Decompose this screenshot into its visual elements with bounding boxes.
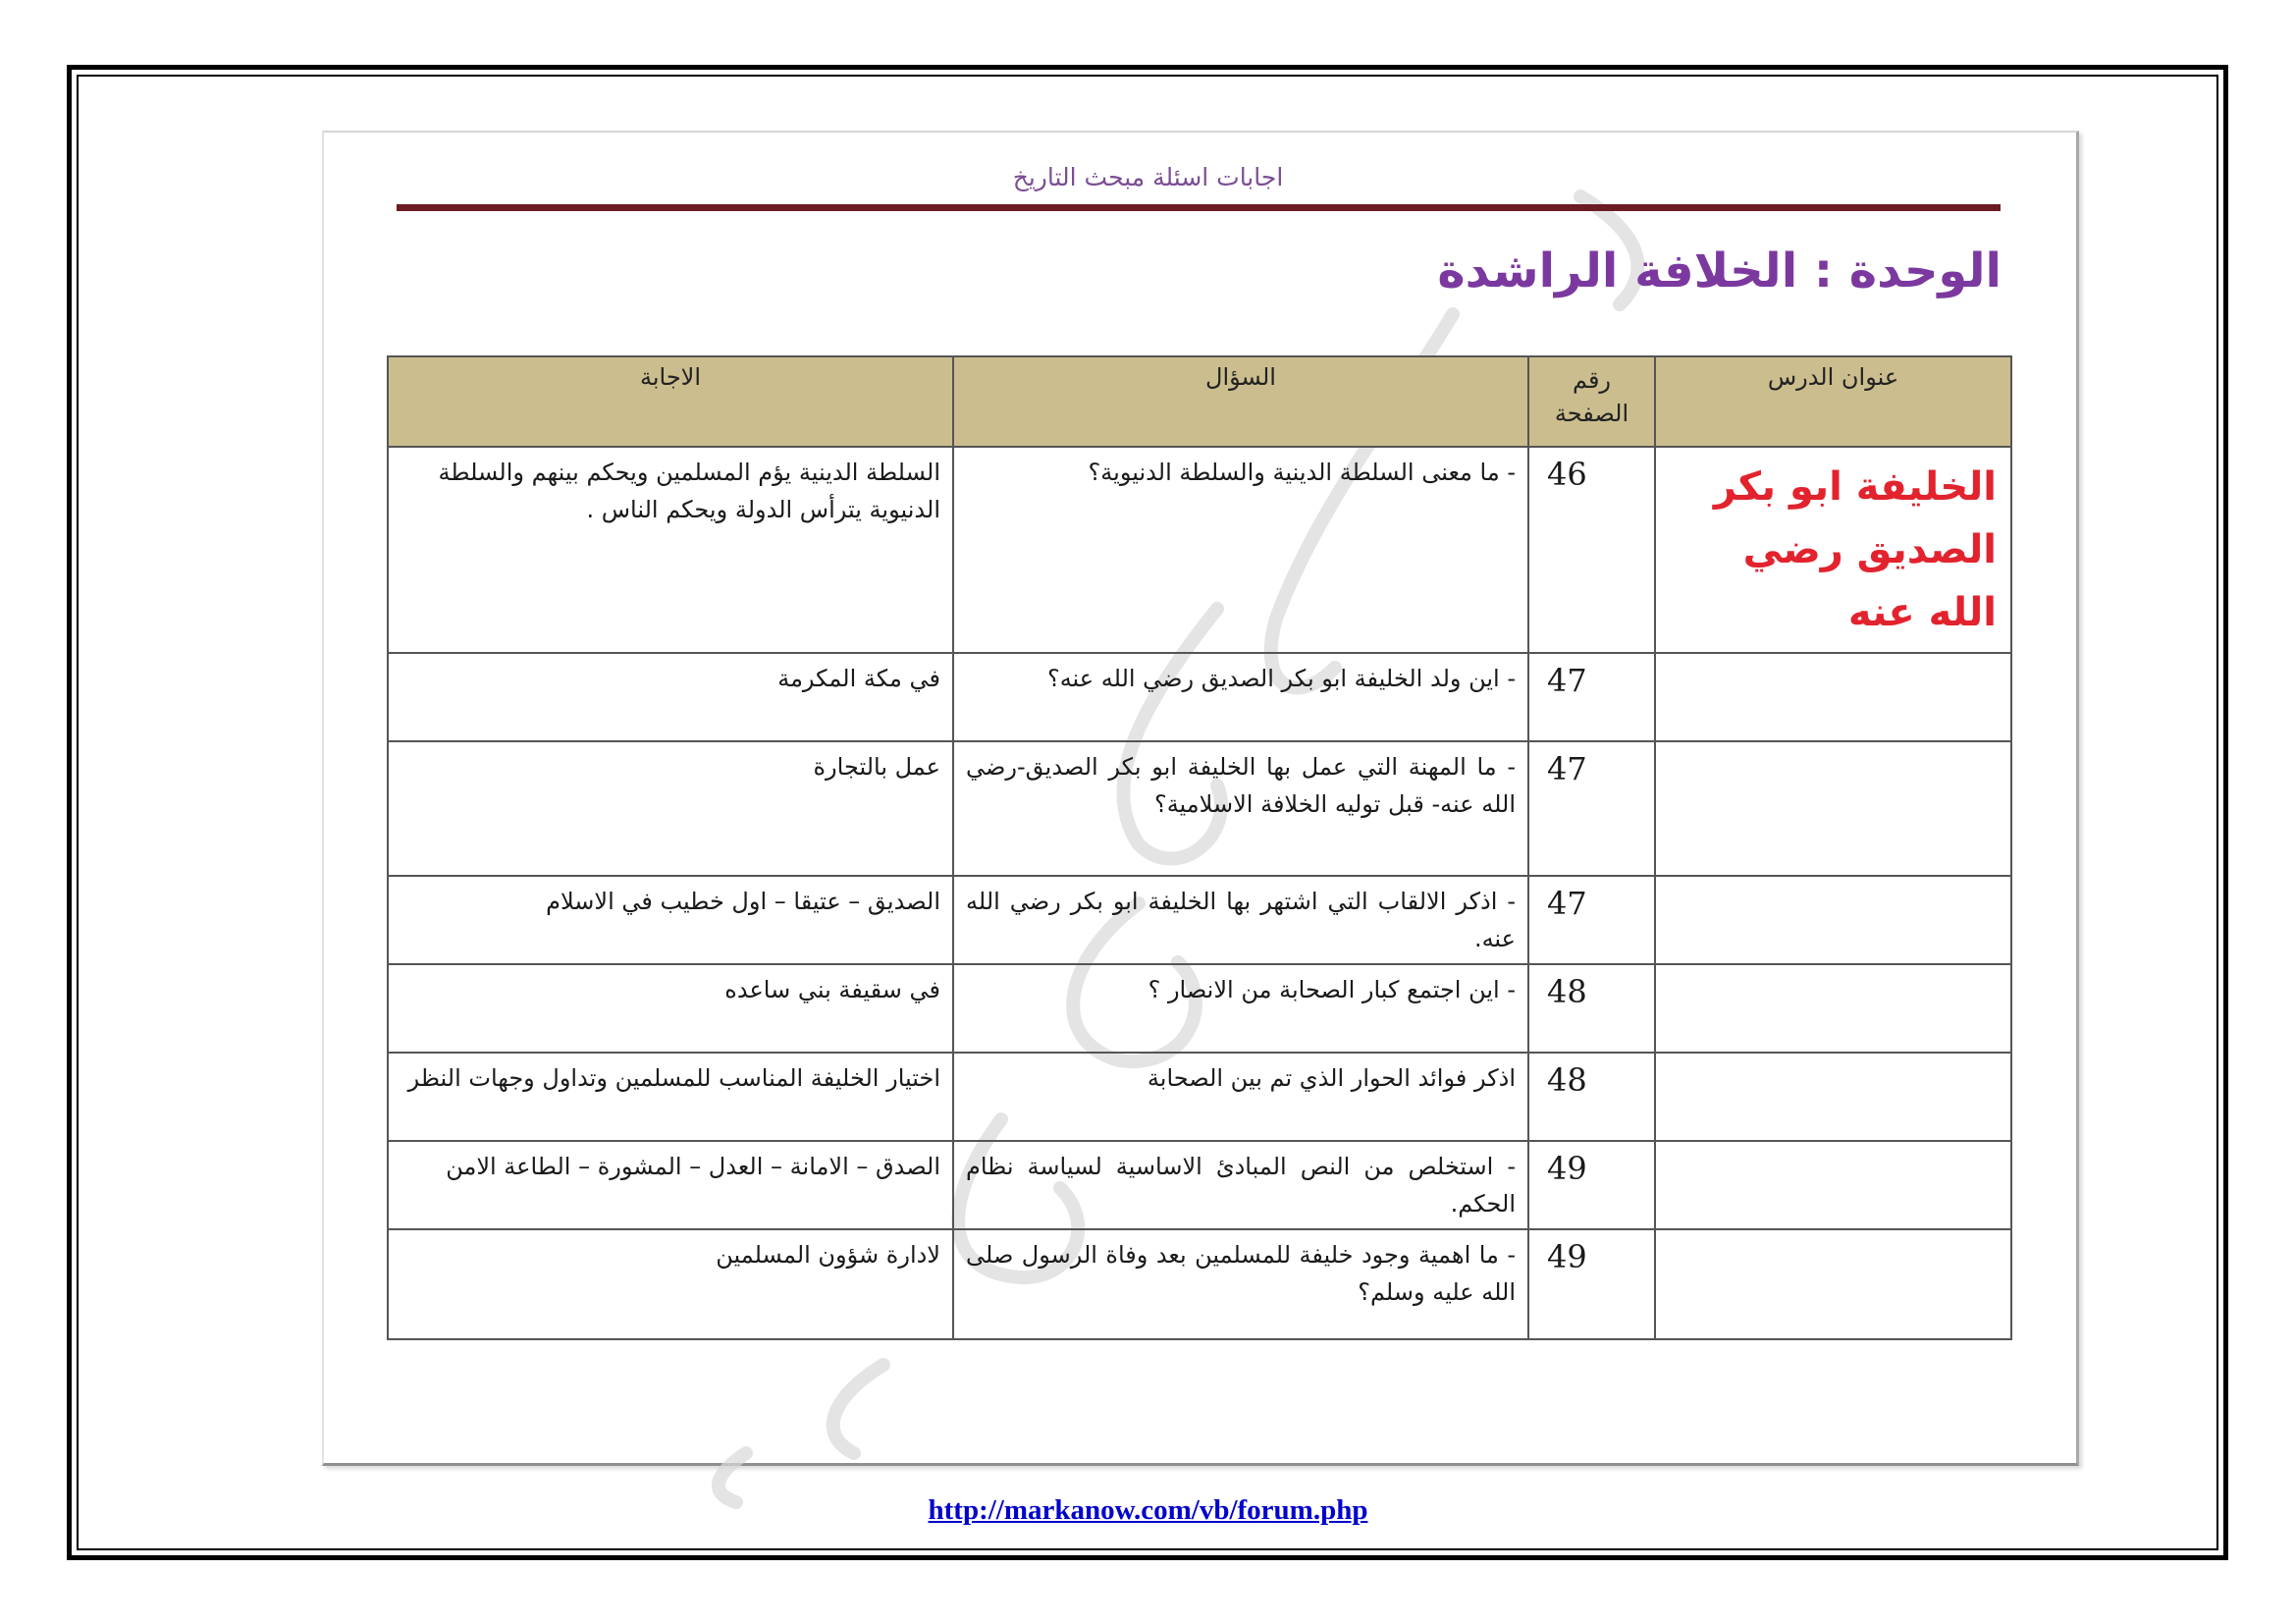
table-row bbox=[388, 1141, 2011, 1229]
page-number: 47 bbox=[1528, 653, 1655, 741]
lesson-cell-empty bbox=[1655, 876, 2011, 964]
table-row bbox=[388, 1053, 2011, 1141]
page-number: 48 bbox=[1528, 1053, 1655, 1141]
answer-cell: في سقيفة بني ساعده bbox=[388, 964, 953, 1053]
lesson-cell-empty bbox=[1655, 741, 2011, 876]
answer-cell: في مكة المكرمة bbox=[388, 653, 953, 741]
answer-cell: الصدق – الامانة – العدل – المشورة – الطاعة الامن bbox=[388, 1141, 953, 1229]
answer-cell: عمل بالتجارة bbox=[388, 741, 953, 876]
page-number: 48 bbox=[1528, 964, 1655, 1053]
page-number: 47 bbox=[1528, 876, 1655, 964]
header-title: اجابات اسئلة مبحث التاريخ bbox=[1012, 163, 1284, 191]
table-row bbox=[388, 447, 2011, 653]
table-row bbox=[388, 741, 2011, 876]
page-number: 46 bbox=[1528, 447, 1655, 653]
table-row bbox=[388, 876, 2011, 964]
question-cell: - اذكر الالقاب التي اشتهر بها الخليفة ابو بكر رضي الله عنه. bbox=[953, 876, 1528, 964]
question-cell: - استخلص من النص المبادئ الاساسية لسياسة نظام الحكم. bbox=[953, 1141, 1528, 1229]
lesson-cell-empty bbox=[1655, 1229, 2011, 1339]
page-number: 49 bbox=[1528, 1141, 1655, 1229]
answer-cell: الصديق – عتيقا – اول خطيب في الاسلام bbox=[388, 876, 953, 964]
header-page-number: رقم الصفحة bbox=[1528, 356, 1655, 447]
answer-cell: السلطة الدينية يؤم المسلمين ويحكم بينهم والسلطة الدنيوية يترأس الدولة ويحكم الناس . bbox=[388, 447, 953, 653]
header-answer: الاجابة bbox=[388, 356, 953, 447]
header-lesson: عنوان الدرس bbox=[1655, 356, 2011, 447]
lesson-cell-empty bbox=[1655, 653, 2011, 741]
answer-cell: اختيار الخليفة المناسب للمسلمين وتداول وجهات النظر bbox=[388, 1053, 953, 1141]
question-cell: - اين ولد الخليفة ابو بكر الصديق رضي الله عنه؟ bbox=[953, 653, 1528, 741]
header-divider bbox=[397, 204, 2001, 211]
table-row bbox=[388, 1229, 2011, 1339]
lesson-cell-empty bbox=[1655, 1141, 2011, 1229]
table-header-row bbox=[388, 356, 2011, 447]
footer-forum-link[interactable]: http://markanow.com/vb/forum.php bbox=[928, 1494, 1368, 1526]
lesson-cell-empty bbox=[1655, 964, 2011, 1053]
table-row bbox=[388, 653, 2011, 741]
page-number: 49 bbox=[1528, 1229, 1655, 1339]
question-cell: - اين اجتمع كبار الصحابة من الانصار ؟ bbox=[953, 964, 1528, 1053]
page-number: 47 bbox=[1528, 741, 1655, 876]
header-question: السؤال bbox=[953, 356, 1528, 447]
unit-title: الوحدة : الخلافة الراشدة bbox=[1437, 244, 2002, 298]
question-cell: - ما اهمية وجود خليفة للمسلمين بعد وفاة الرسول صلى الله عليه وسلم؟ bbox=[953, 1229, 1528, 1339]
table-row bbox=[388, 964, 2011, 1053]
lesson-cell-empty bbox=[1655, 1053, 2011, 1141]
questions-table bbox=[387, 355, 2012, 1340]
question-cell: - ما معنى السلطة الدينية والسلطة الدنيوية؟ bbox=[953, 447, 1528, 653]
lesson-title: الخليفة ابو بكر الصديق رضي الله عنه bbox=[1655, 447, 2011, 653]
question-cell: - ما المهنة التي عمل بها الخليفة ابو بكر الصديق-رضي الله عنه- قبل توليه الخلافة الاسلامية؟ bbox=[953, 741, 1528, 876]
answer-cell: لادارة شؤون المسلمين bbox=[388, 1229, 953, 1339]
question-cell: اذكر فوائد الحوار الذي تم بين الصحابة bbox=[953, 1053, 1528, 1141]
